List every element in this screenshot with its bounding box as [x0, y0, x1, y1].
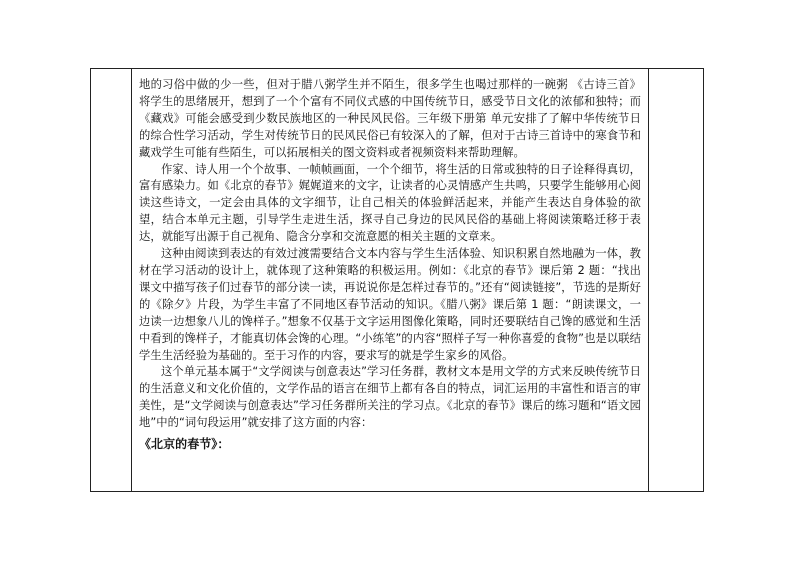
table-content-cell	[139, 77, 641, 453]
table-column-divider-right	[648, 69, 649, 491]
paragraph-festival-customs: 地的习俗中做的少一些，但对于腊八粥学生并不陌生，很多学生也喝过那样的一碗粥 《古诗三首》将学生的思绪展开，想到了一个个富有不同仪式感的中国传统节日，感受节日文化的浓郁和独特；而《藏戏》可能会感受到少数民族地区的一种民风民俗。三年级下册第 单元安排了了解中华传统节日的综合性学习活动，学生对传统节日的民风民俗已有较深入的了解，但对于古诗三首诗中的寒食节和藏戏学生可能有些陌生，可以拓展相关的图文资料或者视频资料来帮助理解。	[139, 78, 641, 159]
table-column-divider-left	[131, 69, 132, 491]
paragraph-writers-details: 作家、诗人用一个个故事、一帧帧画面，一个个细节，将生活的日常或独特的日子诠释得真切，富有感染力。如《北京的春节》娓娓道来的文字，让读者的心灵情感产生共鸣，只要学生能够用心阅读这些诗文，一定会由具体的文字细节，让自己相关的体验鲜活起来，并能产生表达自身体验的欲望，结合本单元主题，引导学生走进生活，探寻自己身边的民风民俗的基础上将阅读策略迁移于表达，就能写出源于自己视角、隐含分享和交流意愿的相关主题的文章来。	[139, 162, 641, 244]
document-table	[90, 68, 704, 492]
subheading-beijing-spring-festival: 《北京的春节》：	[139, 437, 230, 452]
paragraph-reading-to-expression: 这种由阅读到表达的有效过渡需要结合文本内容与学生生活体验、知识积累自然地融为一体，教材在学习活动的设计上，就体现了这种策略的积极运用。例如：《北京的春节》课后第 2 题：“找出课文中描写孩子们过春节的部分读一读，再说说你是怎样过春节的。”还有“阅读链接”，节选的是斯好的《除夕》片段，为学生丰富了不同地区春节活动的知识。《腊八粥》课后第 1 题：“朗读课文，一边读一边想象八儿的馋样子。”想象不仅基于文字运用图像化策略，同时还要联结自己馋的感觉和生活中看到的馋样子，才能真切体会馋的心理。“小练笔”的内容“照样子写一种你喜爱的食物”也是以联结学生生活经验为基础的。至于习作的内容，要求写的就是学生家乡的风俗。	[139, 247, 641, 362]
paragraph-learning-task-group: 这个单元基本属于“文学阅读与创意表达”学习任务群，教材文本是用文学的方式来反映传统节日的生活意义和文化价值的，文学作品的语言在细节上都有各自的特点，词汇运用的丰富性和语言的审美性，是“文学阅读与创意表达”学习任务群所关注的学习点。《北京的春节》课后的练习题和“语文园地”中的“词句段运用”就安排了这方面的内容：	[139, 365, 641, 430]
